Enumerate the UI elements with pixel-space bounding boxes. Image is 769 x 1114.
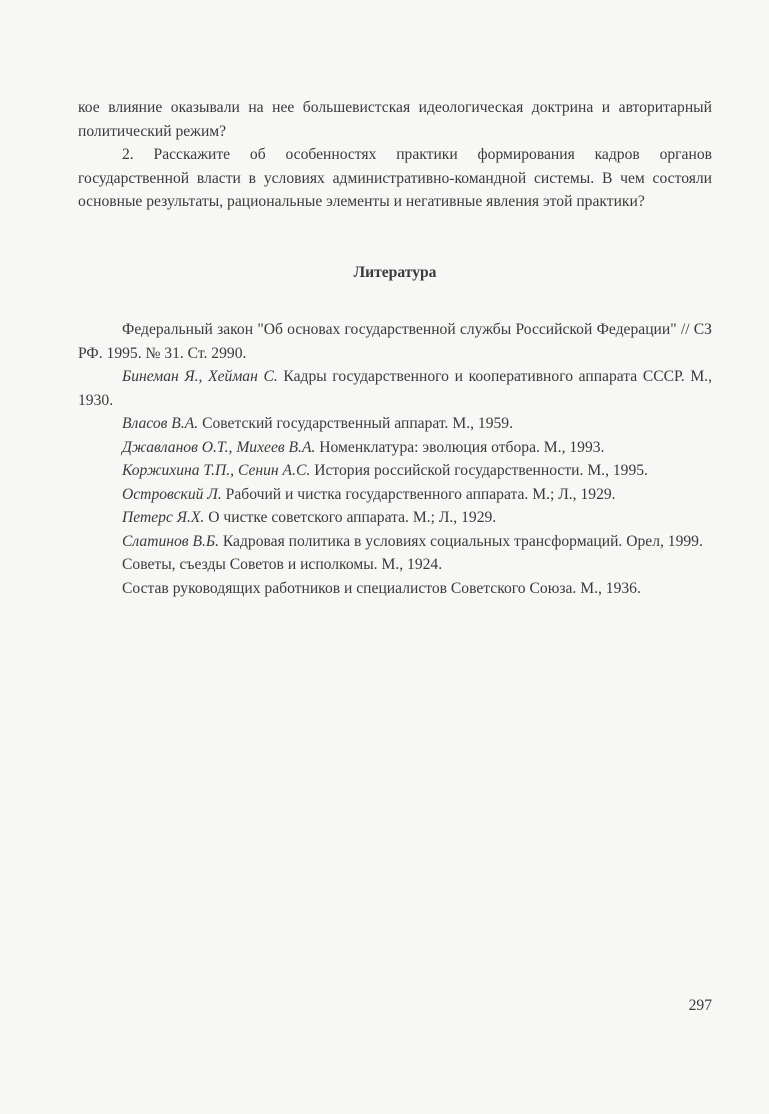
- reference-item: [78, 553, 712, 577]
- literature-heading: Литература: [353, 264, 437, 281]
- reference-item: [78, 483, 712, 507]
- reference-author: Джавланов О.Т., Михеев В.А.: [122, 438, 316, 456]
- reference-text: Кадры государственного и кооперативного аппарата СССР. М., 1930.: [78, 368, 712, 409]
- reference-item: [78, 318, 712, 365]
- reference-list: [78, 318, 712, 600]
- reference-text: О чистке советского аппарата. М.; Л., 1929.: [204, 509, 497, 526]
- reference-author: Бинеман Я., Хейман С.: [122, 368, 278, 385]
- question-1-continuation: кое влияние оказывали на нее большевистская идеологическая доктрина и авторитарный политический режим?: [78, 99, 712, 140]
- reference-text: История российской государственности. М., 1995.: [310, 462, 648, 479]
- document-page: [78, 0, 712, 1114]
- page-number: 297: [688, 997, 712, 1014]
- reference-author: Коржихина Т.П., Сенин А.С.: [122, 462, 311, 479]
- reference-text: Советский государственный аппарат. М., 1959.: [198, 415, 513, 432]
- reference-author: Слатинов В.Б.: [122, 532, 219, 550]
- reference-item: [78, 412, 712, 436]
- reference-text: Состав руководящих работников и специалистов Советского Союза. М., 1936.: [122, 579, 641, 597]
- question-2: 2. Расскажите об особенностях практики формирования кадров органов государственной власти в условиях административно-командной системы. В чем состояли основные результаты, рациональные элементы и негативные явления этой практики?: [78, 146, 712, 210]
- reference-author: Власов В.А.: [122, 415, 199, 432]
- reference-item: [78, 459, 712, 483]
- reference-text: Рабочий и чистка государственного аппарата. М.; Л., 1929.: [221, 485, 616, 503]
- reference-item: [78, 436, 712, 460]
- reference-author: Островский Л.: [122, 485, 222, 503]
- reference-text: Федеральный закон "Об основах государственной службы Российской Федерации" // СЗ РФ. 1995. № 31. Ст. 2990.: [78, 321, 712, 362]
- reference-item: [78, 365, 712, 412]
- reference-item: [78, 506, 712, 530]
- reference-text: Советы, съезды Советов и исполкомы. М., 1924.: [122, 556, 443, 573]
- reference-item: [78, 577, 712, 601]
- reference-text: Кадровая политика в условиях социальных трансформаций. Орел, 1999.: [218, 532, 703, 550]
- reference-author: Петерс Я.Х.: [122, 509, 205, 526]
- reference-item: [78, 530, 712, 554]
- reference-text: Номенклатура: эволюция отбора. М., 1993.: [315, 438, 605, 456]
